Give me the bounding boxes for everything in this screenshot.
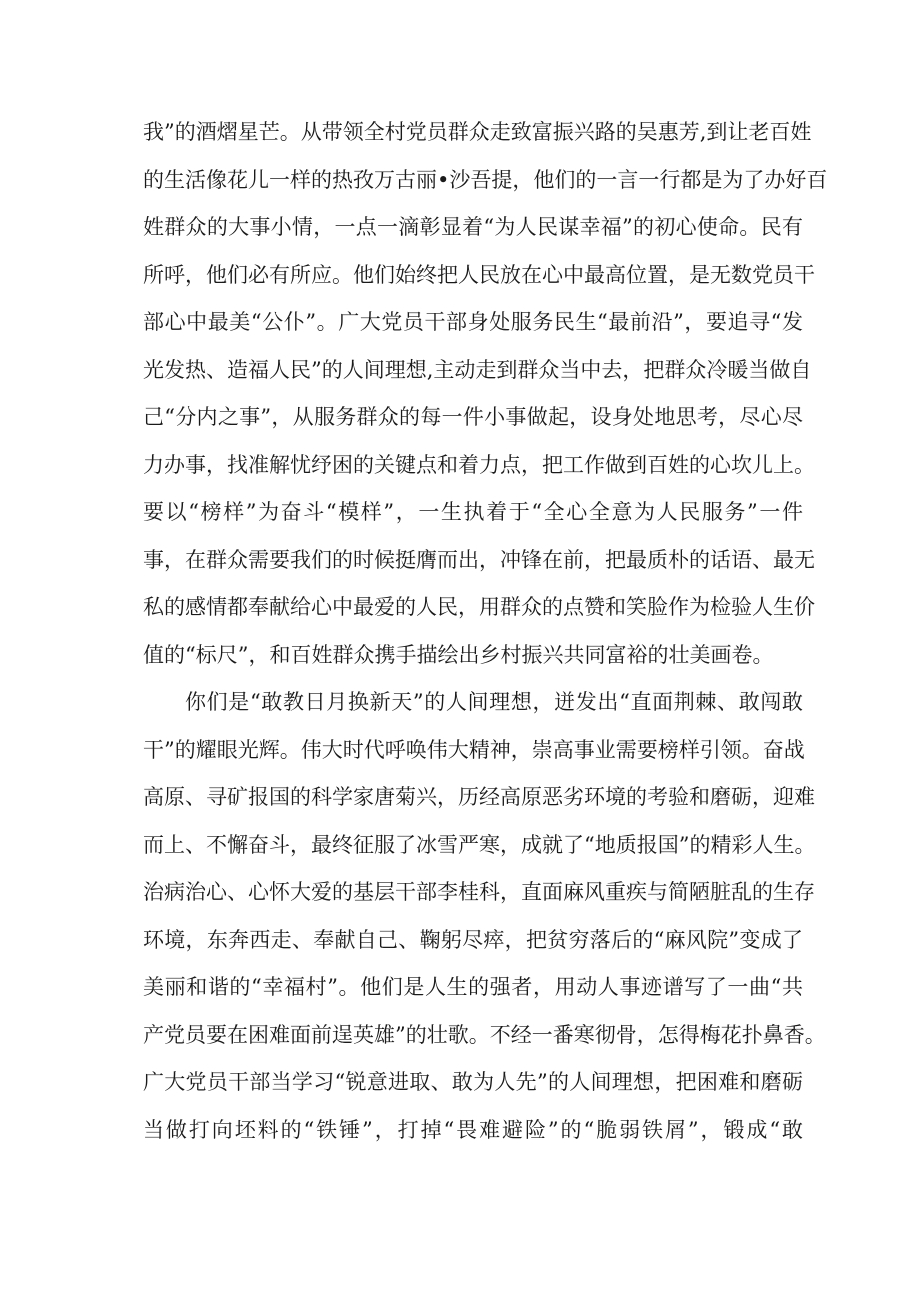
text-line: 治病治心、心怀大爱的基层干部李桂科，直面麻风重疾与简陋脏乱的生存 (143, 880, 815, 904)
text-line: 干”的耀眼光辉。伟大时代呼唤伟大精神，崇高事业需要榜样引领。奋战 (143, 737, 805, 762)
text-line: 的生活像花儿一样的热孜万古丽•沙吾提，他们的一言一行都是为了办好百 (143, 167, 828, 192)
text-line: 你们是“敢教日月换新天”的人间理想，迸发出“直面荆棘、敢闯敢 (185, 690, 803, 714)
text-line: 环境，东奔西走、奉献自己、鞠躬尽瘁，把贫穷落后的“麻风院”变成了 (143, 927, 803, 952)
text-line: 我”的酒熠星芒。从带领全村党员群众走致富振兴路的吴惠芳,到让老百姓 (143, 120, 812, 144)
text-line: 产党员要在困难面前逞英雄”的壮歌。不经一番寒彻骨，怎得梅花扑鼻香。 (143, 1022, 826, 1047)
body-text (143, 109, 828, 1154)
text-line: 要以“榜样”为奋斗“模样”，一生执着于“全心全意为人民服务”一件 (143, 500, 803, 524)
text-line: 己“分内之事”，从服务群众的每一件小事做起，设身处地思考，尽心尽 (143, 405, 803, 429)
text-line: 力办事，找准解忧纾困的关键点和着力点，把工作做到百姓的心坎儿上。 (143, 452, 815, 477)
text-line: 高原、寻矿报国的科学家唐菊兴，历经高原恶劣环境的考验和磨砺，迎难 (143, 785, 815, 809)
text-line: 私的感情都奉献给心中最爱的人民，用群众的点赞和笑脸作为检验人生价 (143, 595, 815, 619)
text-line: 部心中最美“公仆”。广大党员干部身处服务民生“最前沿”，要追寻“发 (143, 310, 803, 334)
text-line: 广大党员干部当学习“锐意进取、敢为人先”的人间理想，把困难和磨砺 (143, 1070, 803, 1094)
text-line: 美丽和谐的“幸福村”。他们是人生的强者，用动人事迹谱写了一曲“共 (143, 975, 803, 999)
text-line: 姓群众的大事小情，一点一滴彰显着“为人民谋幸福”的初心使命。民有 (143, 215, 803, 239)
text-line: 而上、不懈奋斗，最终征服了冰雪严寒，成就了“地质报国”的精彩人生。 (143, 832, 816, 857)
text-line: 光发热、造福人民”的人间理想,主动走到群众当中去，把群众冷暖当做自 (143, 357, 812, 382)
text-line: 事，在群众需要我们的时候挺膺而出，冲锋在前，把最质朴的话语、最无 (143, 547, 815, 572)
text-line: 值的“标尺”，和百姓群众携手描绘出乡村振兴共同富裕的壮美画卷。 (143, 642, 774, 667)
text-line: 所呼，他们必有所应。他们始终把人民放在心中最高位置，是无数党员干 (143, 262, 815, 287)
text-line: 当做打向坯料的“铁锤”，打掉“畏难避险”的“脆弱铁屑”，锻成“敢 (143, 1117, 803, 1142)
